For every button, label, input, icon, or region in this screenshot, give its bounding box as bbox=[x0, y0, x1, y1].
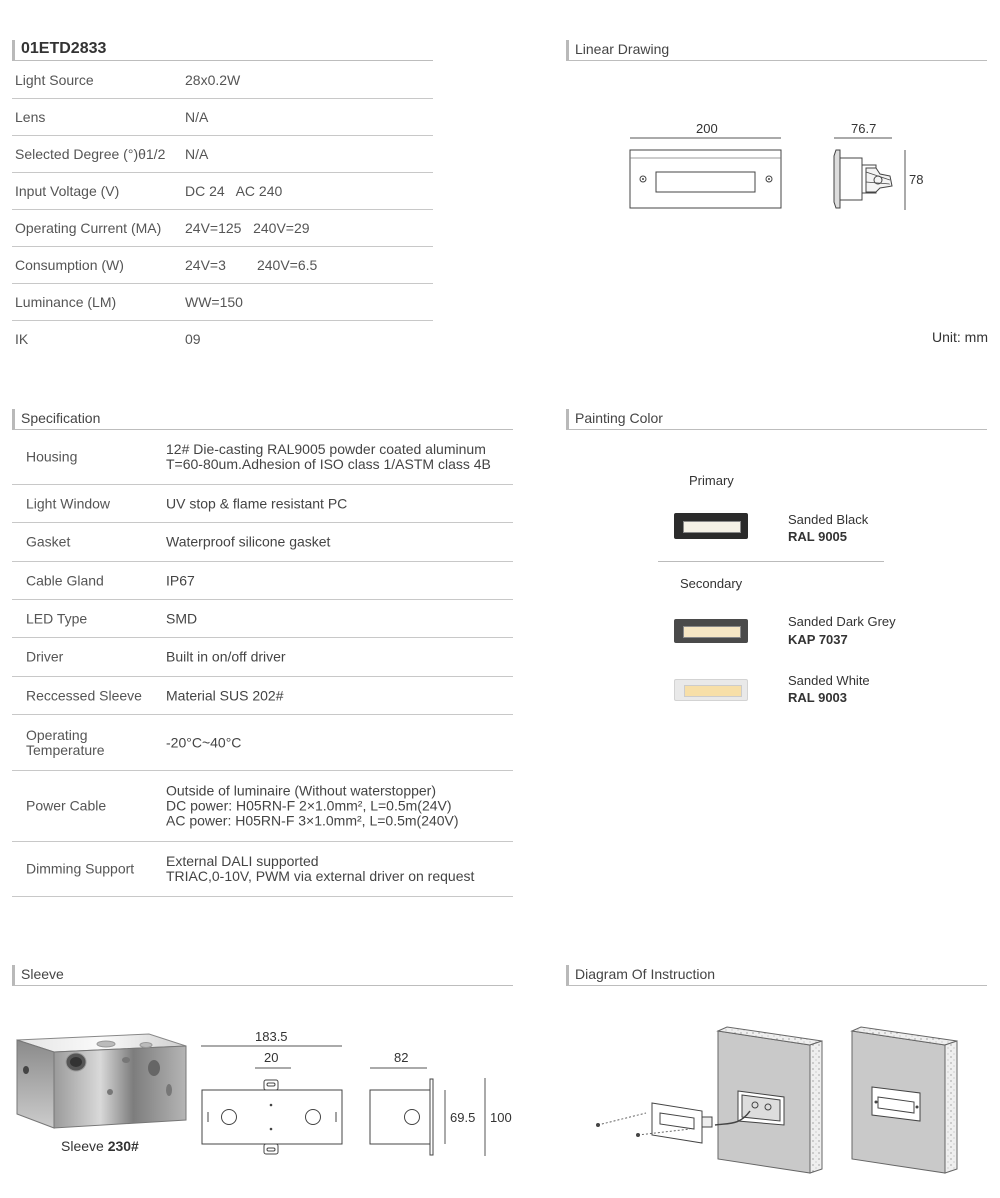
spec-value bbox=[166, 573, 195, 588]
spec-value-line: Outside of luminaire (Without waterstopper) bbox=[166, 782, 436, 799]
spec-label-line: Power Cable bbox=[26, 797, 107, 814]
property-row bbox=[12, 98, 433, 136]
spec-value-line: External DALI supported bbox=[166, 853, 319, 869]
product-header bbox=[12, 40, 433, 61]
spec-value-line: 12# Die-casting RAL9005 powder coated aluminum bbox=[166, 441, 486, 457]
spec-label-line: Light Window bbox=[26, 495, 111, 511]
sleeve-caption-model: 230# bbox=[107, 1138, 139, 1154]
sleeve-dim-outer-height: 100 bbox=[490, 1110, 512, 1125]
product-model: 01ETD2833 bbox=[21, 40, 107, 57]
property-label: Light Source bbox=[15, 72, 94, 88]
linear-drawing-title: Linear Drawing bbox=[575, 41, 670, 57]
dim-width-label: 200 bbox=[696, 121, 718, 136]
spec-value-line: T=60-80um.Adhesion of ISO class 1/ASTM class 4B bbox=[166, 456, 491, 472]
property-row bbox=[12, 61, 433, 99]
property-value: 24V=3 240V=6.5 bbox=[185, 257, 318, 273]
property-value: 28x0.2W bbox=[185, 72, 241, 88]
property-row bbox=[12, 209, 433, 247]
spec-value-line: Built in on/off driver bbox=[166, 648, 286, 665]
painting-color-title: Painting Color bbox=[575, 410, 663, 426]
swatch-white-lens bbox=[684, 685, 742, 697]
spec-value-line: Material SUS 202# bbox=[166, 687, 284, 703]
property-value: WW=150 bbox=[185, 294, 243, 310]
spec-value bbox=[166, 735, 241, 750]
spec-label-line: Cable Gland bbox=[26, 572, 104, 588]
property-row bbox=[12, 320, 433, 357]
sleeve-header bbox=[12, 965, 513, 986]
property-value: N/A bbox=[185, 146, 209, 162]
spec-value-line: AC power: H05RN-F 3×1.0mm², L=0.5m(240V) bbox=[166, 812, 459, 829]
sleeve-title: Sleeve bbox=[21, 966, 64, 982]
dim-depth-label: 76.7 bbox=[851, 121, 877, 136]
specification-header bbox=[12, 409, 513, 430]
color-code-black: RAL 9005 bbox=[788, 529, 848, 544]
spec-value bbox=[166, 496, 347, 511]
spec-label bbox=[26, 573, 104, 588]
spec-label bbox=[26, 535, 70, 550]
spec-label-line: Dimming Support bbox=[26, 860, 135, 877]
spec-label bbox=[26, 688, 142, 703]
spec-label-line: Temperature bbox=[26, 741, 105, 758]
spec-label bbox=[26, 728, 105, 758]
sleeve-dim-depth: 82 bbox=[394, 1050, 409, 1065]
property-label: Selected Degree (°)θ1/2 bbox=[15, 146, 166, 162]
property-row bbox=[12, 246, 433, 284]
sleeve-dim-inner-height: 69.5 bbox=[450, 1110, 476, 1125]
spec-row bbox=[12, 600, 513, 638]
property-label: IK bbox=[15, 331, 29, 347]
sleeve-dim-tab: 20 bbox=[264, 1050, 279, 1065]
property-value: 09 bbox=[185, 331, 201, 347]
color-name-black: Sanded Black bbox=[788, 512, 869, 527]
spec-row bbox=[12, 638, 513, 677]
primary-divider bbox=[658, 561, 884, 562]
sleeve-dim-overall: 183.5 bbox=[255, 1029, 288, 1044]
spec-label-line: Reccessed Sleeve bbox=[26, 687, 142, 703]
property-value: 24V=125 240V=29 bbox=[185, 220, 310, 236]
property-label: Input Voltage (V) bbox=[15, 183, 120, 199]
property-label: Lens bbox=[15, 109, 46, 125]
sleeve-photo bbox=[14, 1030, 189, 1135]
property-row bbox=[12, 283, 433, 321]
spec-value-line: SMD bbox=[166, 610, 198, 626]
swatch-black-lens bbox=[683, 521, 741, 533]
spec-label-line: LED Type bbox=[26, 610, 88, 626]
instruction-header bbox=[566, 965, 987, 986]
spec-label-line: Housing bbox=[26, 448, 78, 465]
dim-height-label: 78 bbox=[909, 172, 924, 187]
spec-value bbox=[166, 442, 491, 472]
spec-row bbox=[12, 562, 513, 600]
spec-value-line: -20°C~40°C bbox=[166, 734, 242, 750]
secondary-label: Secondary bbox=[680, 576, 743, 591]
spec-value-line: DC power: H05RN-F 2×1.0mm², L=0.5m(24V) bbox=[166, 797, 452, 814]
spec-value-line: IP67 bbox=[166, 572, 195, 588]
spec-label-line: Operating bbox=[26, 726, 88, 743]
spec-label bbox=[26, 862, 134, 877]
spec-row bbox=[12, 485, 513, 523]
spec-value bbox=[166, 611, 197, 626]
property-value: DC 24 AC 240 bbox=[185, 183, 283, 199]
spec-value bbox=[166, 650, 286, 665]
spec-row bbox=[12, 842, 513, 897]
spec-label bbox=[26, 799, 106, 814]
spec-value-line: Waterproof silicone gasket bbox=[166, 533, 331, 550]
spec-row bbox=[12, 523, 513, 562]
swatch-black bbox=[674, 513, 748, 539]
swatch-dark-grey bbox=[674, 619, 748, 643]
color-code-dark-grey: KAP 7037 bbox=[788, 632, 848, 647]
property-label: Consumption (W) bbox=[15, 257, 124, 273]
spec-row bbox=[12, 430, 513, 485]
linear-drawing-header bbox=[566, 40, 987, 61]
color-code-white: RAL 9003 bbox=[788, 690, 848, 705]
instruction-diagram bbox=[590, 1025, 970, 1175]
sleeve-drawing bbox=[195, 1040, 525, 1165]
sleeve-caption-prefix: Sleeve bbox=[61, 1138, 108, 1154]
spec-label bbox=[26, 496, 110, 511]
property-value: N/A bbox=[185, 109, 209, 125]
spec-label bbox=[26, 450, 77, 465]
spec-label-line: Gasket bbox=[26, 533, 71, 550]
property-row bbox=[12, 135, 433, 173]
property-label: Luminance (LM) bbox=[15, 294, 117, 310]
spec-value-line: TRIAC,0-10V, PWM via external driver on request bbox=[166, 868, 475, 884]
spec-value-line: UV stop & flame resistant PC bbox=[166, 495, 348, 511]
sleeve-caption bbox=[61, 1138, 139, 1154]
painting-color-header bbox=[566, 409, 987, 430]
primary-label: Primary bbox=[689, 473, 734, 488]
property-row bbox=[12, 172, 433, 210]
spec-value bbox=[166, 854, 474, 884]
spec-value bbox=[166, 688, 284, 703]
spec-label-line: Driver bbox=[26, 648, 64, 665]
specification-title: Specification bbox=[21, 410, 101, 426]
color-name-dark-grey: Sanded Dark Grey bbox=[788, 614, 896, 629]
spec-label bbox=[26, 611, 87, 626]
color-name-white: Sanded White bbox=[788, 673, 870, 688]
spec-label bbox=[26, 650, 63, 665]
spec-row bbox=[12, 677, 513, 715]
property-label: Operating Current (MA) bbox=[15, 220, 162, 236]
swatch-white bbox=[674, 679, 748, 701]
unit-label: Unit: mm bbox=[932, 329, 988, 345]
spec-row bbox=[12, 771, 513, 842]
instruction-title: Diagram Of Instruction bbox=[575, 966, 716, 982]
spec-value bbox=[166, 535, 330, 550]
spec-row bbox=[12, 715, 513, 771]
spec-value bbox=[166, 784, 459, 829]
linear-drawing bbox=[600, 110, 940, 220]
swatch-dark-grey-lens bbox=[683, 626, 741, 638]
